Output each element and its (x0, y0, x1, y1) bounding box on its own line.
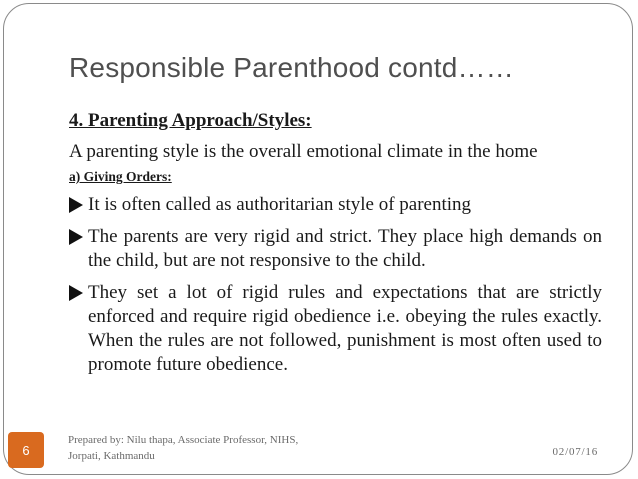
footer-credit (68, 432, 368, 464)
bullet-text: They set a lot of rigid rules and expectations that are strictly enforced and require rigid obedience i.e. obeying the rules exactly. When the rules are not followed, punishment is most often used to promote future obedience. (88, 282, 602, 375)
footer-credit-line1: Prepared by: Nilu thapa, Associate Professor, NIHS, (68, 434, 299, 446)
arrow-right-icon (69, 285, 83, 301)
bullet-item (69, 193, 602, 217)
footer-date: 02/07/16 (552, 446, 598, 458)
bullet-text: The parents are very rigid and strict. They place high demands on the child, but are not responsive to the child. (88, 226, 602, 271)
bullet-item (69, 281, 602, 377)
slide-title: Responsible Parenthood contd…… (69, 52, 514, 83)
footer-credit-line2: Jorpati, Kathmandu (68, 450, 155, 462)
intro-text: A parenting style is the overall emotional climate in the home (69, 141, 538, 162)
bullet-text: It is often called as authoritarian style of parenting (88, 194, 472, 215)
page-number-badge: 6 (8, 432, 44, 468)
arrow-right-icon (69, 229, 83, 245)
arrow-right-icon (69, 197, 83, 213)
slide-content (69, 110, 602, 385)
bullet-list (69, 193, 602, 377)
bullet-item (69, 225, 602, 273)
subsection-heading: a) Giving Orders: (69, 169, 172, 184)
section-heading: 4. Parenting Approach/Styles: (69, 110, 312, 131)
